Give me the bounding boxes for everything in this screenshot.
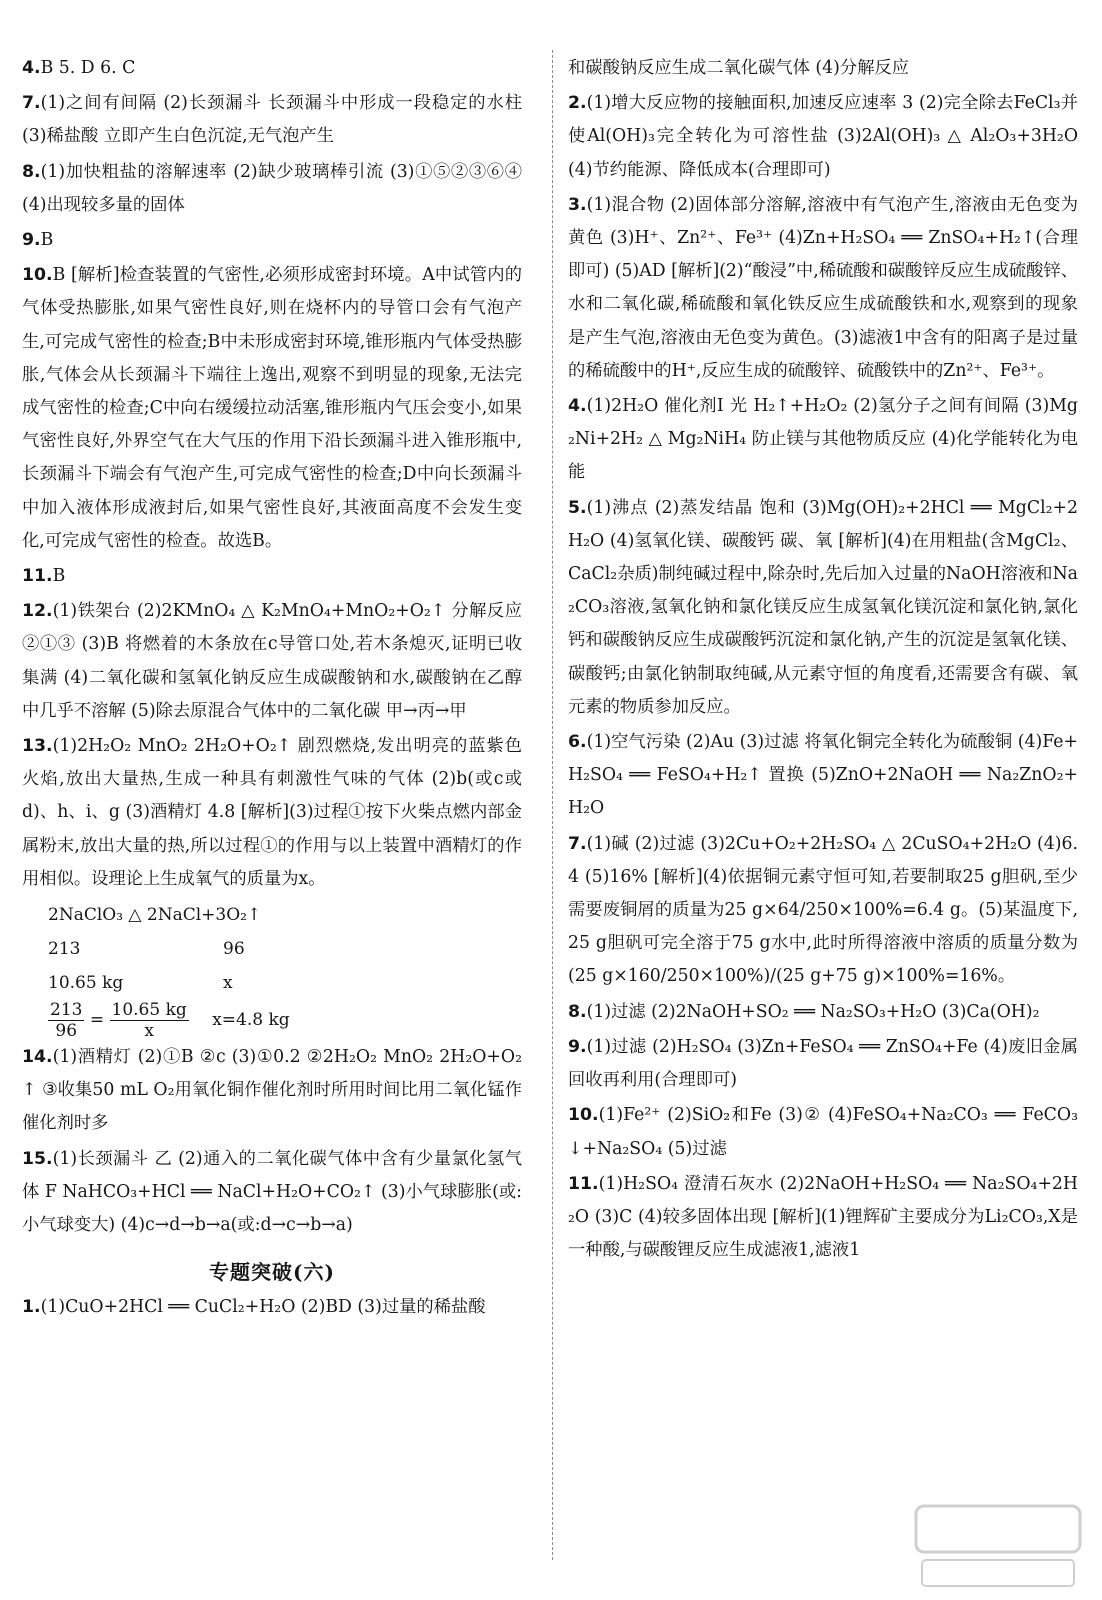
calc-value: 10.65 kg <box>48 973 124 994</box>
item-number: 5. <box>568 497 587 518</box>
answer-item <box>22 52 522 85</box>
item-number: 12. <box>22 601 53 622</box>
item-text: (1)CuO+2HCl ══ CuCl₂+H₂O (2)BD (3)过量的稀盐酸 <box>40 1297 486 1318</box>
item-text: (1)过滤 (2)2NaOH+SO₂ ══ Na₂SO₃+H₂O (3)Ca(OH)₂ <box>586 1001 1040 1022</box>
left-answer-list <box>22 52 522 896</box>
section-title: 专题突破(六) <box>209 1260 335 1285</box>
item-text: (1)碱 (2)过滤 (3)2Cu+O₂+2H₂SO₄ △ 2CuSO₄+2H₂O (4)6.4 (5)16% [解析](4)依据铜元素守恒可知,若要制取25 g胆矾,至少需要废铜屑的质量为25 g×64/250×100%=6.4 g。(5)某温度下,25 g胆矾可完全溶于75 g水中,此时所得溶液中溶质的质量分数为(25 g×160/250×100%)/(25 g+75 g)×100%=16%。 <box>568 833 1078 987</box>
answer-item <box>22 259 522 558</box>
item-number: 7. <box>568 833 587 854</box>
answer-item <box>22 156 522 222</box>
calc-equation: 2NaClO₃ △ 2NaCl+3O₂↑ <box>48 905 262 926</box>
item-number: 2. <box>568 93 587 114</box>
item-number: 9. <box>22 230 41 251</box>
item-text: B 5. D 6. C <box>40 58 136 78</box>
item-number: 6. <box>568 732 587 753</box>
answer-item <box>22 87 522 153</box>
answer-item <box>22 730 522 896</box>
item-text: B <box>40 230 54 251</box>
item-text: (1)Fe²⁺ (2)SiO₂和Fe (3)② (4)FeSO₄+Na₂CO₃ ══ FeCO₃↓+Na₂SO₄ (5)过滤 <box>568 1105 1078 1159</box>
calc-value: x <box>223 973 233 994</box>
answer-item <box>22 224 522 257</box>
item-text: B [解析]检查装置的气密性,必须形成密封环境。A中试管内的气体受热膨胀,如果气密性良好,则在烧杯内的导管口会有气泡产生,可完成气密性的检查;B中未形成密封环境,锥形瓶内气体受热膨胀,气体会从长颈漏斗下端往上逸出,观察不到明显的现象,无法完成气密性的检查;C中向右缓缓拉动活塞,锥形瓶内气压会变小,如果气密性良好,外界空气在大气压的作用下沿长颈漏斗进入锥形瓶中,长颈漏斗下端会有气泡产生,可完成气密性的检查;D中向长颈漏斗中加入液体形成液封后,如果气密性良好,其液面高度不会发生变化,可完成气密性的检查。故选B。 <box>22 265 522 551</box>
answer-item <box>568 828 1078 994</box>
calculation-block <box>48 898 522 1041</box>
answer-item <box>568 996 1078 1029</box>
answer-item <box>22 1143 522 1243</box>
answer-item <box>568 492 1078 724</box>
answer-item <box>568 1168 1078 1268</box>
column-divider <box>552 50 553 1560</box>
item-text: (1)沸点 (2)蒸发结晶 饱和 (3)Mg(OH)₂+2HCl ══ MgCl₂+2H₂O (4)氢氧化镁、碳酸钙 碳、氧 [解析](4)在用粗盐(含MgCl₂、CaCl₂杂质)制纯碱过程中,除杂时,先后加入过量的NaOH溶液和Na₂CO₃溶液,氢氧化钠和氯化镁反应生成氢氧化镁沉淀和氯化钠,氯化钙和碳酸钠反应生成碳酸钙沉淀和氯化钠,产生的沉淀是氢氧化镁、碳酸钙;由氯化钠制取纯碱,从元素守恒的角度看,还需要含有碳、氧元素的物质参加反应。 <box>568 497 1078 717</box>
item-number: 10. <box>22 265 53 286</box>
answer-item <box>568 189 1078 388</box>
calc-value: 96 <box>223 939 245 960</box>
answer-item <box>22 560 522 593</box>
answer-item <box>22 595 522 728</box>
answer-item <box>22 1041 522 1141</box>
item-number: 11. <box>22 566 53 587</box>
answer-item <box>22 1291 522 1324</box>
item-number: 9. <box>568 1036 587 1057</box>
item-text: (1)加快粗盐的溶解速率 (2)缺少玻璃棒引流 (3)①⑤②③⑥④ (4)出现较多量的固体 <box>22 161 522 215</box>
right-answer-list <box>568 52 1078 1267</box>
left-answer-list-3 <box>22 1291 522 1324</box>
calc-result: x=4.8 kg <box>212 1010 290 1031</box>
fraction: $\frac{213}{96}$ <box>50 1000 83 1042</box>
item-text: (1)空气污染 (2)Au (3)过滤 将氧化铜完全转化为硫酸铜 (4)Fe+H₂SO₄ ══ FeSO₄+H₂↑ 置换 (5)ZnO+2NaOH ══ Na₂ZnO₂+H₂O <box>568 732 1078 819</box>
calc-value: 213 <box>48 939 81 960</box>
item-number: 4. <box>22 58 41 78</box>
item-text: B <box>52 566 66 587</box>
item-number: 7. <box>22 93 41 114</box>
answer-item <box>568 726 1078 826</box>
item-number: 8. <box>22 161 41 182</box>
item-number: 10. <box>568 1105 599 1126</box>
answer-item <box>568 52 1078 85</box>
item-text: (1)H₂SO₄ 澄清石灰水 (2)2NaOH+H₂SO₄ ══ Na₂SO₄+2H₂O (3)C (4)较多固体出现 [解析](1)锂辉矿主要成分为Li₂CO₃,X是一种酸,与碳酸锂反应生成滤液1,滤液1 <box>568 1173 1078 1261</box>
item-text: (1)增大反应物的接触面积,加速反应速率 3 (2)完全除去FeCl₃并使Al(OH)₃完全转化为可溶性盐 (3)2Al(OH)₃ △ Al₂O₃+3H₂O (4)节约能源、降低成本(合理即可) <box>568 93 1078 180</box>
item-text: (1)铁架台 (2)2KMnO₄ △ K₂MnO₄+MnO₂+O₂↑ 分解反应 ②①③ (3)B 将燃着的木条放在c导管口处,若木条熄灭,证明已收集满 (4)二氧化碳和氢氧化钠反应生成碳酸钠和水,碳酸钠在乙醇中几乎不溶解 (5)除去原混合气体中的二氧化碳 甲→丙→甲 <box>22 601 522 721</box>
calc-row-mass <box>48 966 522 1000</box>
left-answer-list-2 <box>22 1041 522 1242</box>
item-text: (1)2H₂O₂ MnO₂ 2H₂O+O₂↑ 剧烈燃烧,发出明亮的蓝紫色火焰,放出大量热,生成一种具有刺激性气味的气体 (2)b(或c或d)、h、i、g (3)酒精灯 4.8 [解析](3)过程①按下火柴点燃内部金属粉末,放出大量的热,所以过程①的作用与以上装置中酒精灯的作用相似。设理论上生成氧气的质量为x。 <box>22 736 522 889</box>
answer-item <box>568 1031 1078 1097</box>
answer-item <box>568 1099 1078 1165</box>
item-text: (1)2H₂O 催化剂Ⅰ 光 H₂↑+H₂O₂ (2)氢分子之间有间隔 (3)Mg₂Ni+2H₂ △ Mg₂NiH₄ 防止镁与其他物质反应 (4)化学能转化为电能 <box>568 396 1078 483</box>
watermark-logo <box>902 1498 1092 1594</box>
item-number: 1. <box>22 1297 41 1318</box>
calc-proportion: $\frac{213}{96}$ = $\frac{10.65 kg}{x}$ x=4.8 kg <box>50 1000 290 1042</box>
item-number: 14. <box>22 1047 53 1068</box>
item-number: 15. <box>22 1148 53 1169</box>
item-text: 和碳酸钠反应生成二氧化碳气体 (4)分解反应 <box>568 58 910 78</box>
answer-item <box>568 390 1078 490</box>
right-column <box>568 52 1078 1269</box>
item-text: (1)长颈漏斗 乙 (2)通入的二氧化碳气体中含有少量氯化氢气体 F NaHCO₃+HCl ══ NaCl+H₂O+CO₂↑ (3)小气球膨胀(或:小气球变大) (4)c→d→b→a(或:d→c→b→a) <box>22 1148 522 1236</box>
item-text: (1)过滤 (2)H₂SO₄ (3)Zn+FeSO₄ ══ ZnSO₄+Fe (4)废旧金属回收再利用(合理即可) <box>568 1036 1078 1091</box>
item-number: 11. <box>568 1173 599 1194</box>
item-number: 8. <box>568 1001 587 1022</box>
item-text: (1)之间有间隔 (2)长颈漏斗 长颈漏斗中形成一段稳定的水柱 (3)稀盐酸 立即产生白色沉淀,无气泡产生 <box>22 93 522 147</box>
item-number: 13. <box>22 736 53 757</box>
left-column <box>22 52 522 1327</box>
item-number: 4. <box>568 396 587 417</box>
item-number: 3. <box>568 194 587 215</box>
calc-row-ratio <box>48 932 522 966</box>
item-text: (1)混合物 (2)固体部分溶解,溶液中有气泡产生,溶液由无色变为黄色 (3)H⁺、Zn²⁺、Fe³⁺ (4)Zn+H₂SO₄ ══ ZnSO₄+H₂↑(合理即可) (5)AD [解析](2)“酸浸”中,稀硫酸和碳酸锌反应生成硫酸锌、水和二氧化碳,稀硫酸和氧化铁反应生成硫酸铁和水,观察到的现象是产生气泡,溶液由无色变为黄色。(3)滤液1中含有的阳离子是过量的稀硫酸中的H⁺,反应生成的硫酸锌、硫酸铁中的Zn²⁺、Fe³⁺。 <box>568 194 1078 381</box>
fraction: $\frac{10.65 kg}{x}$ <box>111 1000 187 1042</box>
item-text: (1)酒精灯 (2)①B ②c (3)①0.2 ②2H₂O₂ MnO₂ 2H₂O+O₂↑ ③收集50 mL O₂用氧化铜作催化剂时所用时间比用二氧化锰作催化剂时多 <box>22 1047 522 1134</box>
answer-item <box>568 87 1078 187</box>
